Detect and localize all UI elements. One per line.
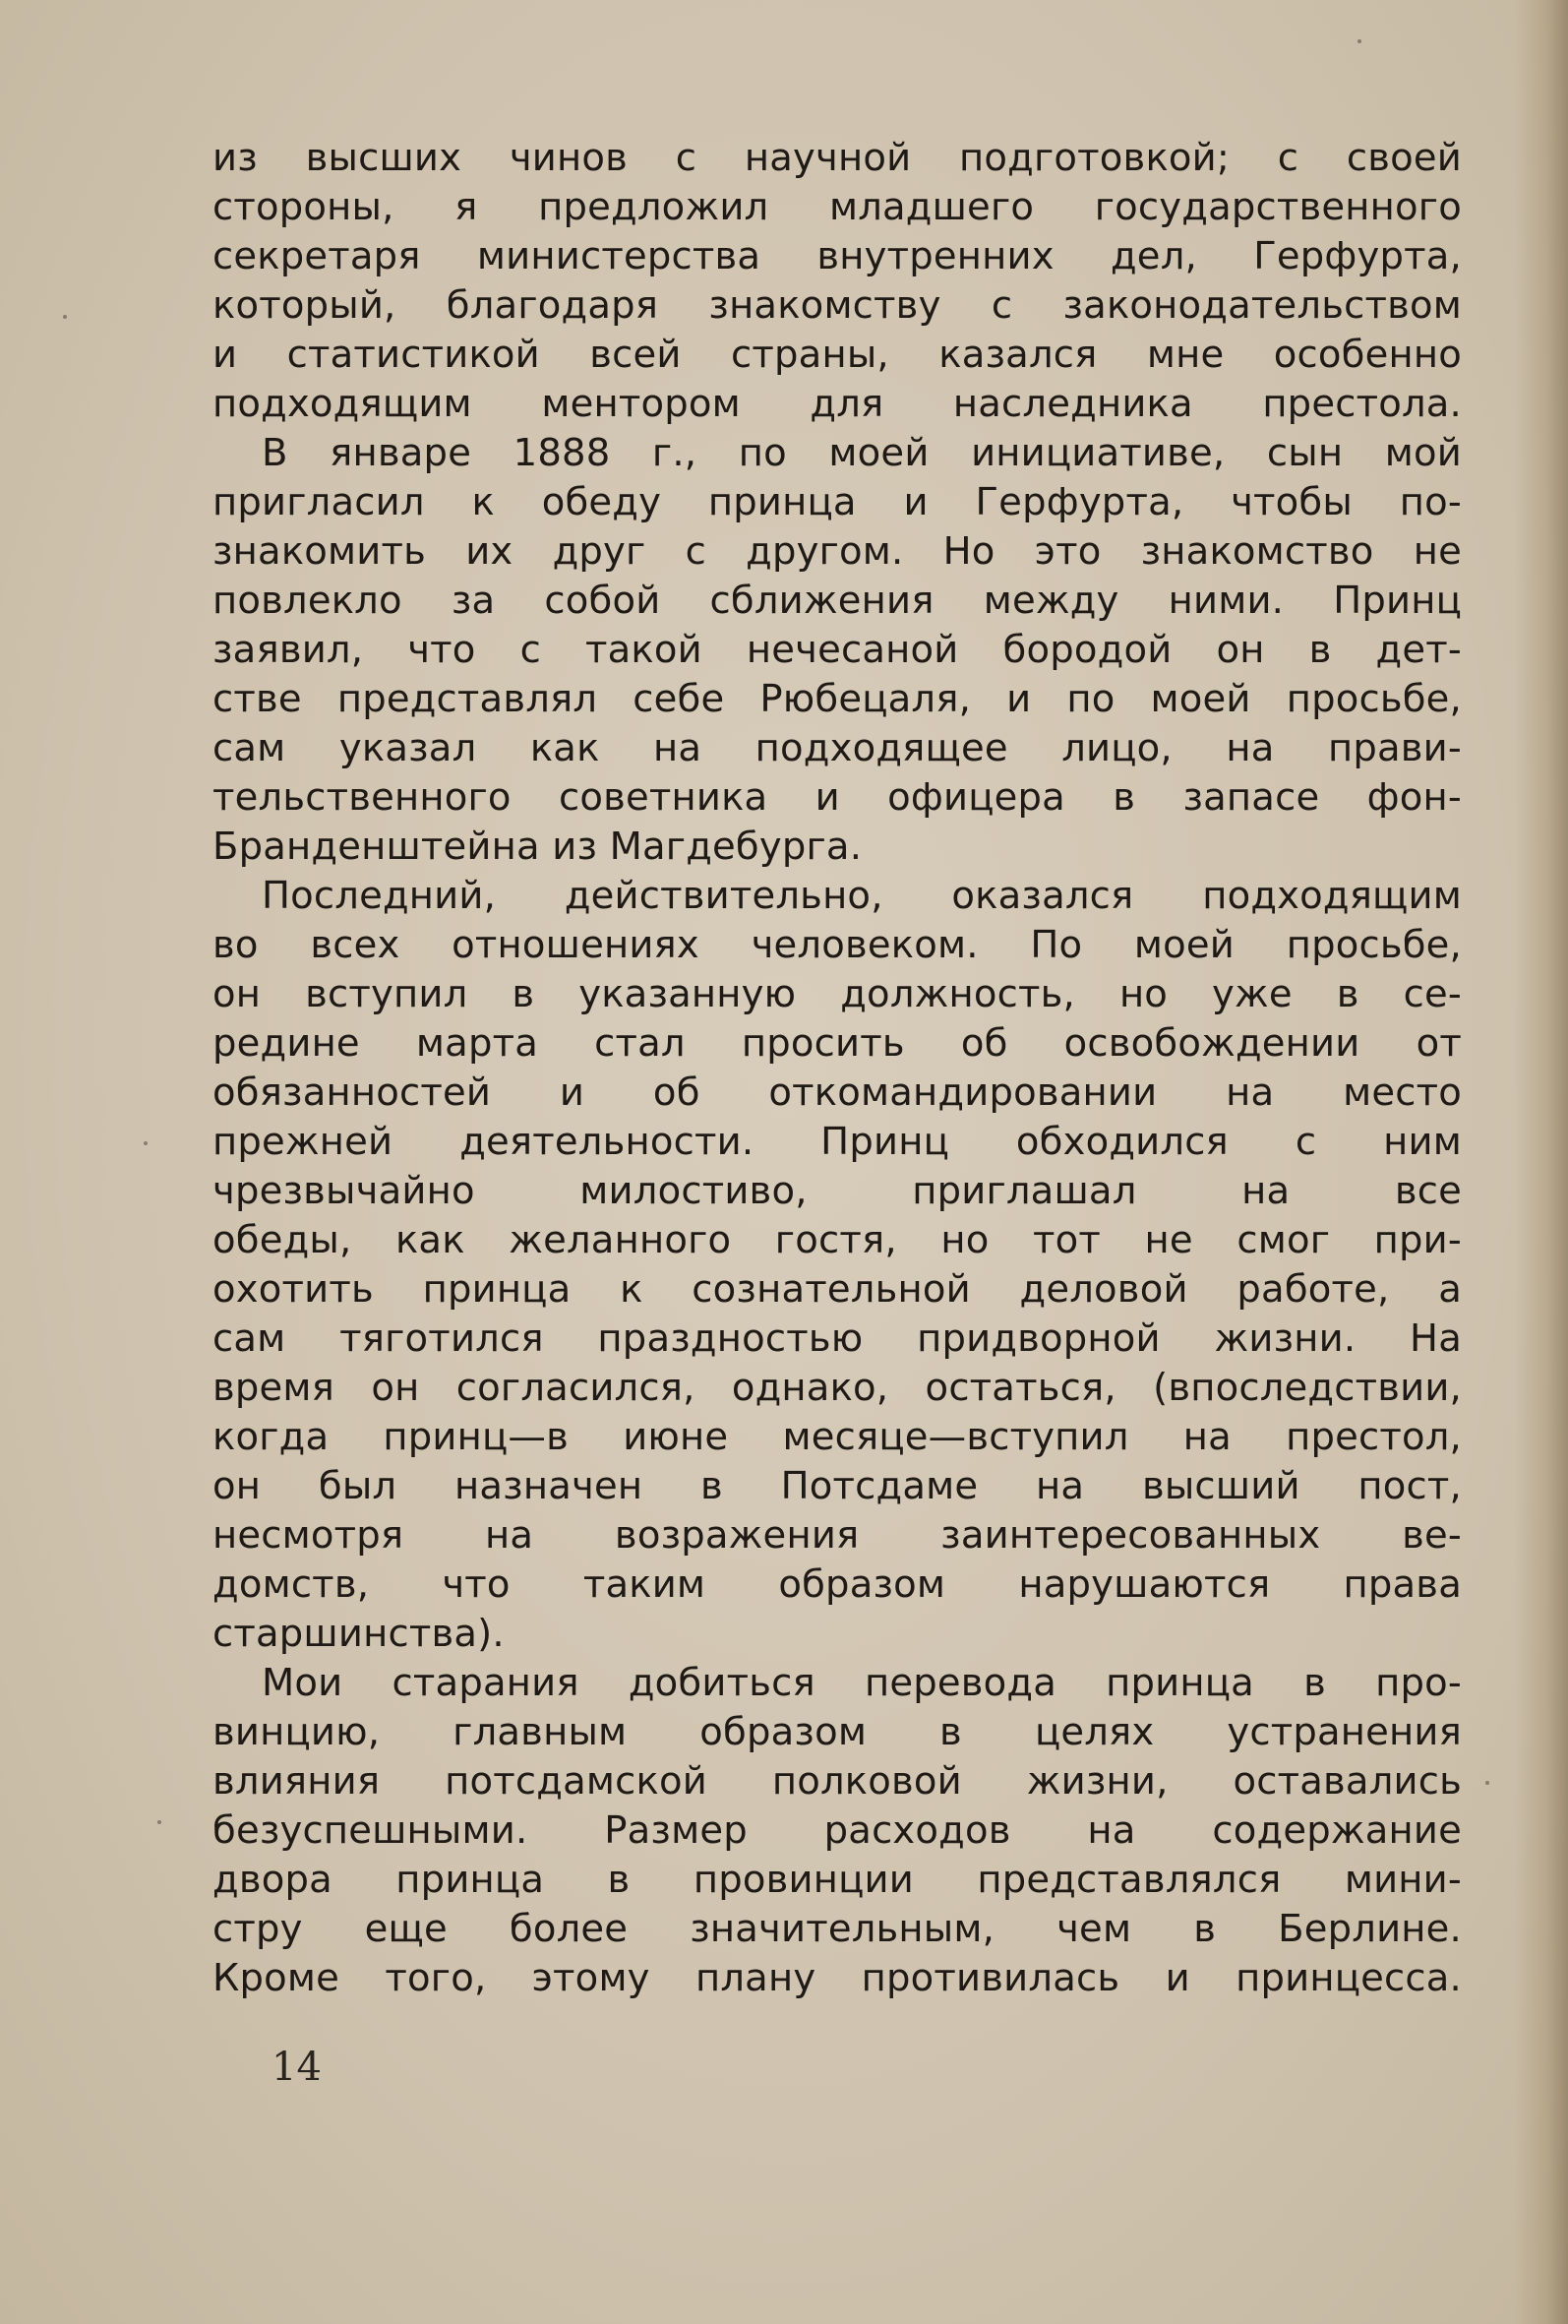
text-line: стве представлял себе Рюбецаля, и по моей просьбе, xyxy=(212,677,1462,721)
paragraph-4 xyxy=(212,1659,1462,2003)
paper-speck xyxy=(1485,1781,1489,1785)
text-line: он был назначен в Потсдаме на высший пост, xyxy=(212,1464,1462,1508)
text-line: из высших чинов с научной подготовкой; с своей xyxy=(212,136,1462,180)
text-line: чрезвычайно милостиво, приглашал на все xyxy=(212,1169,1462,1213)
text-line: подходящим ментором для наследника престола. xyxy=(212,382,1462,426)
text-line: Бранденштейна из Магдебурга. xyxy=(212,825,863,869)
text-line: сам тяготился праздностью придворной жизни. На xyxy=(212,1316,1462,1361)
text-line: влияния потсдамской полковой жизни, оставались xyxy=(212,1759,1462,1804)
text-line: обеды, как желанного гостя, но тот не смог при- xyxy=(212,1218,1462,1262)
text-line: Последний, действительно, оказался подходящим xyxy=(262,874,1462,918)
text-line: во всех отношениях человеком. По моей просьбе, xyxy=(212,923,1462,967)
paragraph-2 xyxy=(212,429,1462,872)
text-line: пригласил к обеду принца и Герфурта, чтобы по- xyxy=(212,480,1462,524)
text-line: и статистикой всей страны, казался мне особенно xyxy=(212,333,1462,377)
paper-speck xyxy=(1357,39,1361,43)
paragraph-1 xyxy=(212,134,1462,429)
text-line: редине марта стал просить об освобождении от xyxy=(212,1021,1462,1066)
text-line: несмотря на возражения заинтересованных ве- xyxy=(212,1513,1462,1558)
text-line: секретаря министерства внутренних дел, Герфурта, xyxy=(212,234,1462,278)
paper-speck xyxy=(157,1820,161,1824)
text-line: охотить принца к сознательной деловой работе, а xyxy=(212,1267,1462,1312)
text-line: обязанностей и об откомандировании на место xyxy=(212,1070,1462,1115)
paragraph-3 xyxy=(212,872,1462,1659)
text-line: заявил, что с такой нечесаной бородой он в дет- xyxy=(212,628,1462,672)
page-number: 14 xyxy=(271,2045,322,2090)
text-line: старшинства). xyxy=(212,1612,505,1656)
text-line: безуспешными. Размер расходов на содержание xyxy=(212,1808,1462,1853)
text-line: стороны, я предложил младшего государственного xyxy=(212,185,1462,229)
text-line: время он согласился, однако, остаться, (впоследствии, xyxy=(212,1366,1462,1410)
text-line: Кроме того, этому плану противилась и принцесса. xyxy=(212,1956,1462,2000)
text-line: двора принца в провинции представлялся мини- xyxy=(212,1858,1462,1902)
text-line: домств, что таким образом нарушаются права xyxy=(212,1562,1462,1607)
text-line: который, благодаря знакомству с законодательством xyxy=(212,283,1462,328)
text-line: тельственного советника и офицера в запасе фон- xyxy=(212,775,1462,820)
paper-speck xyxy=(63,315,67,319)
body-text xyxy=(212,134,1462,2003)
page-edge-shadow xyxy=(1514,0,1568,2324)
text-line: В январе 1888 г., по моей инициативе, сын мой xyxy=(262,431,1462,475)
text-line: стру еще более значительным, чем в Берлине. xyxy=(212,1907,1462,1951)
text-line: винцию, главным образом в целях устранения xyxy=(212,1710,1462,1754)
text-line: когда принц—в июне месяце—вступил на престол, xyxy=(212,1415,1462,1459)
text-line: прежней деятельности. Принц обходился с ним xyxy=(212,1120,1462,1164)
paper-speck xyxy=(144,1141,148,1145)
text-line: он вступил в указанную должность, но уже в се- xyxy=(212,972,1462,1016)
text-line: сам указал как на подходящее лицо, на прави- xyxy=(212,726,1462,770)
text-line: повлекло за собой сближения между ними. Принц xyxy=(212,579,1462,623)
text-line: Мои старания добиться перевода принца в про- xyxy=(262,1661,1462,1705)
text-line: знакомить их друг с другом. Но это знакомство не xyxy=(212,529,1462,574)
